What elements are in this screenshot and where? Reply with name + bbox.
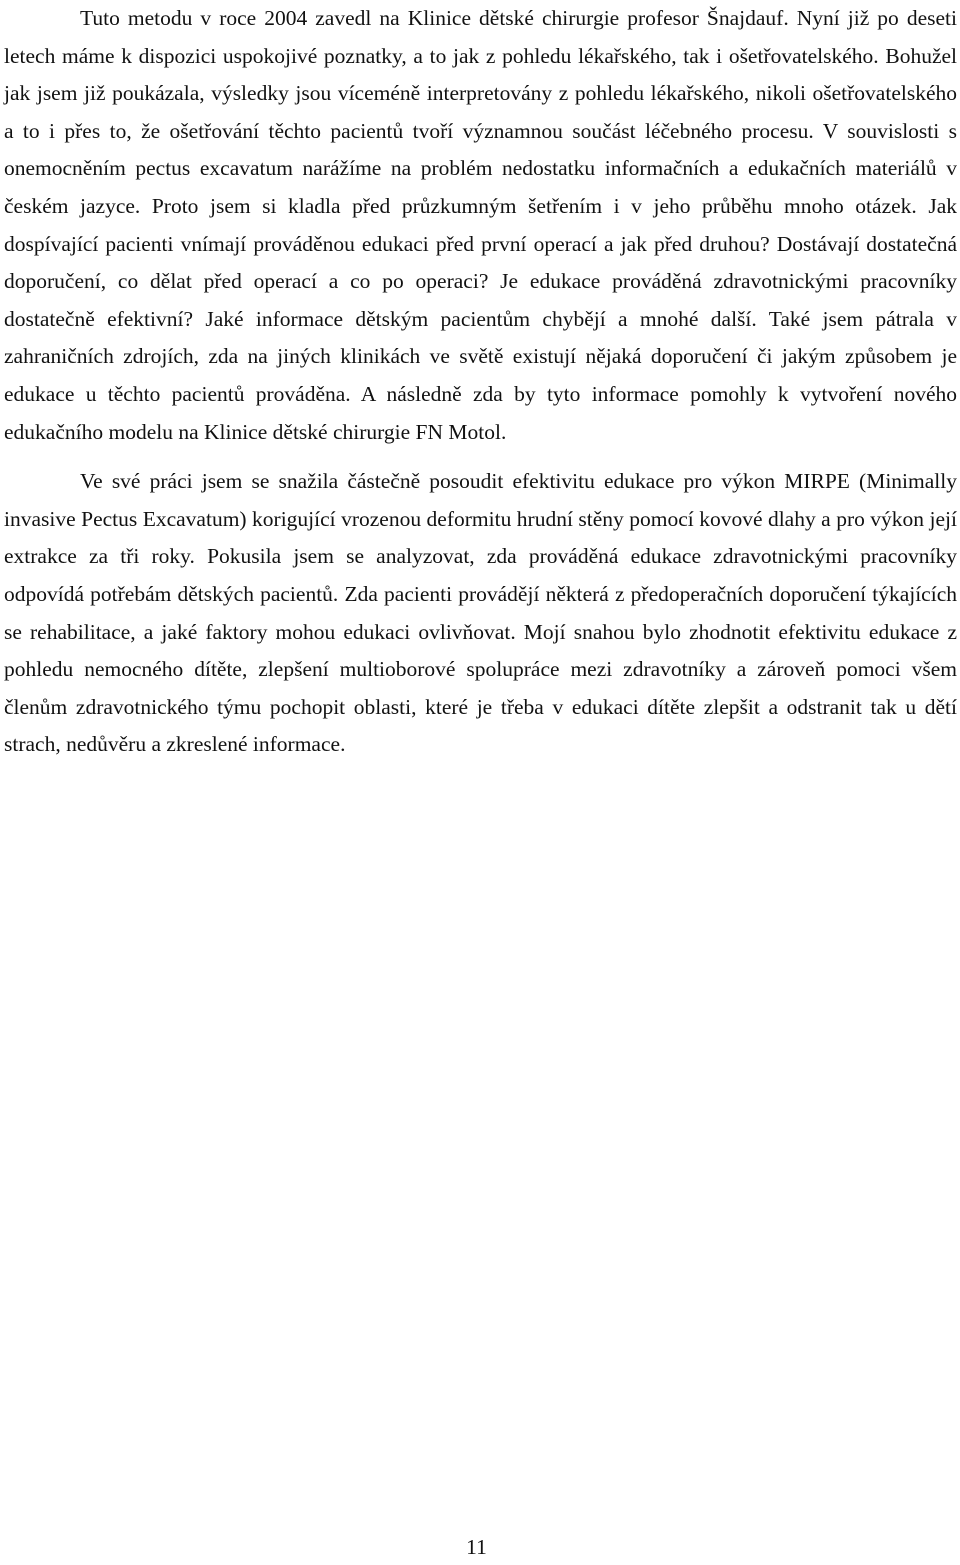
body-paragraph-1: Tuto metodu v roce 2004 zavedl na Klinice dětské chirurgie profesor Šnajdauf. Nyní již po deseti letech máme k dispozici uspokojivé poznatky, a to jak z pohledu lékařského, tak i ošetřovatelského. Bohužel jak jsem již poukázala, výsledky jsou víceméně interpretovány z pohledu lékařského, nikoli ošetřovatelského a to i přes to, že ošetřování těchto pacientů tvoří významnou součást léčebného procesu. V souvislosti s onemocněním pectus excavatum narážíme na problém nedostatku informačních a edukačních materiálů v českém jazyce. Proto jsem si kladla před průzkumným šetřením i v jeho průběhu mnoho otázek. Jak dospívající pacienti vnímají prováděnou edukaci před první operací a jak před druhou? Dostávají dostatečná doporučení, co dělat před operací a co po operaci? Je edukace prováděná zdravotnickými pracovníky dostatečně efektivní? Jaké informace dětským pacientům chybějí a mnohé další. Také jsem pátrala v zahraničních zdrojích, zda na jiných klinikách ve světě existují nějaká doporučení či jakým způsobem je edukace u těchto pacientů prováděna. A následně zda by tyto informace pomohly k vytvoření nového edukačního modelu na Klinice dětské chirurgie FN Motol.	[4, 6, 957, 444]
document-page	[4, 0, 957, 1565]
page-number: 11	[466, 1535, 487, 1559]
body-paragraph-2: Ve své práci jsem se snažila částečně posoudit efektivitu edukace pro výkon MIRPE (Minimally invasive Pectus Excavatum) korigující vrozenou deformitu hrudní stěny pomocí kovové dlahy a pro výkon její extrakce za tři roky. Pokusila jsem se analyzovat, zda prováděná edukace zdravotnickými pracovníky odpovídá potřebám dětských pacientů. Zda pacienti provádějí některá z předoperačních doporučení týkajících se rehabilitace, a jaké faktory mohou edukaci ovlivňovat. Mojí snahou bylo zhodnotit efektivitu edukace z pohledu nemocného dítěte, zlepšení multioborové spolupráce mezi zdravotníky a zároveň pomoci všem členům zdravotnického týmu pochopit oblasti, které je třeba v edukaci dítěte zlepšit a odstranit tak u dětí strach, nedůvěru a zkreslené informace.	[4, 469, 957, 757]
